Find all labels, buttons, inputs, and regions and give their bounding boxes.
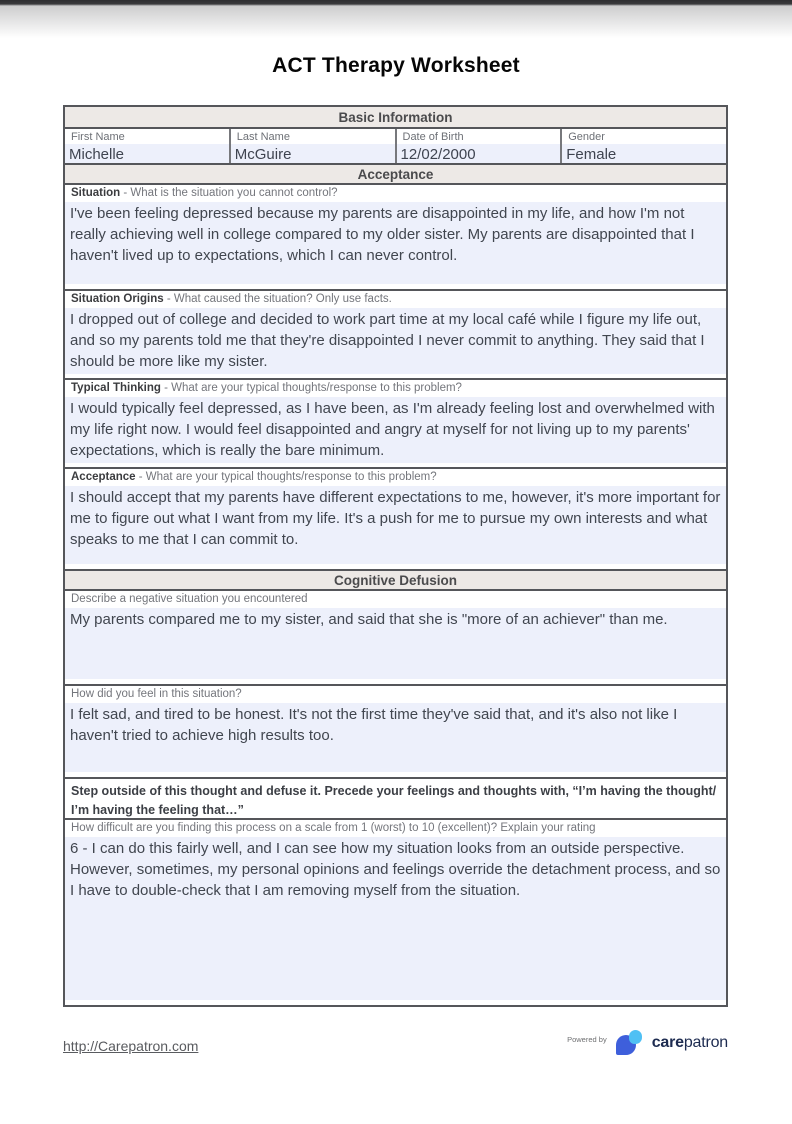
- question-prompt: Describe a negative situation you encountered: [71, 593, 308, 605]
- answer-field-typical-thinking[interactable]: I would typically feel depressed, as I have been, as I'm already feeling lost and overwhelmed with my life right now. I would feel disappointed and angry at myself for not living up to my parents' expectations, which is really the bare minimum.: [65, 397, 726, 463]
- field-last-name: [229, 129, 395, 163]
- basic-info-fields-row: [65, 127, 726, 163]
- field-value-last-name[interactable]: McGuire: [231, 144, 395, 163]
- section-header-basic-information: Basic Information: [65, 107, 726, 127]
- question-block-negative-situation: [65, 589, 726, 684]
- brand-care: care: [651, 1034, 684, 1051]
- question-label-situation-origins: [65, 291, 726, 307]
- field-date-of-birth: [395, 129, 561, 163]
- page-title: ACT Therapy Worksheet: [272, 54, 520, 77]
- field-value-date-of-birth[interactable]: 12/02/2000: [397, 144, 561, 163]
- field-label-last-name: Last Name: [231, 129, 395, 144]
- answer-field-rating[interactable]: 6 - I can do this fairly well, and I can see how my situation looks from an outside perspective. However, sometimes, my personal opinions and feelings override the detachment process, and so I have to double-check that I am removing myself from the situation.: [65, 837, 726, 1000]
- brand-patron: patron: [683, 1034, 728, 1051]
- field-gender: [560, 129, 726, 163]
- carepatron-logo-icon: [616, 1030, 643, 1056]
- field-label-gender: Gender: [562, 129, 726, 144]
- question-prompt: How did you feel in this situation?: [71, 688, 242, 700]
- answer-field-how-did-you-feel[interactable]: I felt sad, and tired to be honest. It's not the first time they've said that, and it's also not like I haven't tried to achieve high results too.: [65, 703, 726, 772]
- logo-blob-light: [629, 1030, 642, 1044]
- question-prompt: - What are your typical thoughts/response to this problem?: [160, 382, 462, 394]
- page-top-shadow: [0, 0, 792, 40]
- question-block-situation-origins: [65, 289, 726, 378]
- question-title: Situation: [71, 187, 121, 199]
- question-label-negative-situation: [65, 591, 726, 607]
- question-prompt: - What is the situation you cannot control?: [120, 187, 338, 199]
- question-prompt: How difficult are you finding this process on a scale from 1 (worst) to 10 (excellent)? Explain your rating: [71, 822, 596, 834]
- field-label-first-name: First Name: [65, 129, 229, 144]
- question-label-situation: [65, 185, 726, 201]
- field-first-name: [65, 129, 229, 163]
- question-block-how-did-you-feel: [65, 684, 726, 777]
- powered-by-block: [567, 1028, 728, 1058]
- question-label-acceptance: [65, 469, 726, 485]
- question-label-typical-thinking: [65, 380, 726, 396]
- section-header-acceptance: Acceptance: [65, 163, 726, 183]
- answer-field-negative-situation[interactable]: My parents compared me to my sister, and said that she is "more of an achiever" than me.: [65, 608, 726, 679]
- field-value-gender[interactable]: Female: [562, 144, 726, 163]
- answer-field-situation[interactable]: I've been feeling depressed because my parents are disappointed in my life, and how I'm not really achieving well in college compared to my older sister. My parents are disappointed that I haven't lived up to expectations, which I can never control.: [65, 202, 726, 284]
- field-value-first-name[interactable]: Michelle: [65, 144, 229, 163]
- question-block-acceptance: [65, 467, 726, 569]
- question-label-how-did-you-feel: [65, 686, 726, 702]
- section-header-cognitive-defusion: Cognitive Defusion: [65, 569, 726, 589]
- defusion-instruction: Step outside of this thought and defuse it. Precede your feelings and thoughts with, “I’m having the thought/ I’m having the feeling that…”: [65, 777, 726, 818]
- carepatron-wordmark: [652, 1034, 728, 1052]
- act-worksheet-table: [63, 105, 728, 1007]
- powered-by-label: Powered by: [567, 1034, 607, 1044]
- question-title: Situation Origins: [71, 293, 164, 305]
- question-prompt: - What are your typical thoughts/response to this problem?: [135, 471, 437, 483]
- question-block-rating: [65, 818, 726, 1005]
- answer-field-acceptance[interactable]: I should accept that my parents have different expectations to me, however, it's more important for me to figure out what I want from my life. It's a push for me to pursue my own interests and what speaks to me that I can commit to.: [65, 486, 726, 564]
- carepatron-link[interactable]: http://Carepatron.com: [63, 1038, 199, 1054]
- question-block-situation: [65, 183, 726, 289]
- question-label-rating: [65, 820, 726, 836]
- question-block-typical-thinking: [65, 378, 726, 467]
- field-label-date-of-birth: Date of Birth: [397, 129, 561, 144]
- answer-field-situation-origins[interactable]: I dropped out of college and decided to work part time at my local café while I figure my life out, and so my parents told me that they're disappointed I never commit to anything. They said that I should be more like my sister.: [65, 308, 726, 374]
- question-title: Typical Thinking: [71, 382, 161, 394]
- question-prompt: - What caused the situation? Only use facts.: [163, 293, 392, 305]
- question-title: Acceptance: [71, 471, 136, 483]
